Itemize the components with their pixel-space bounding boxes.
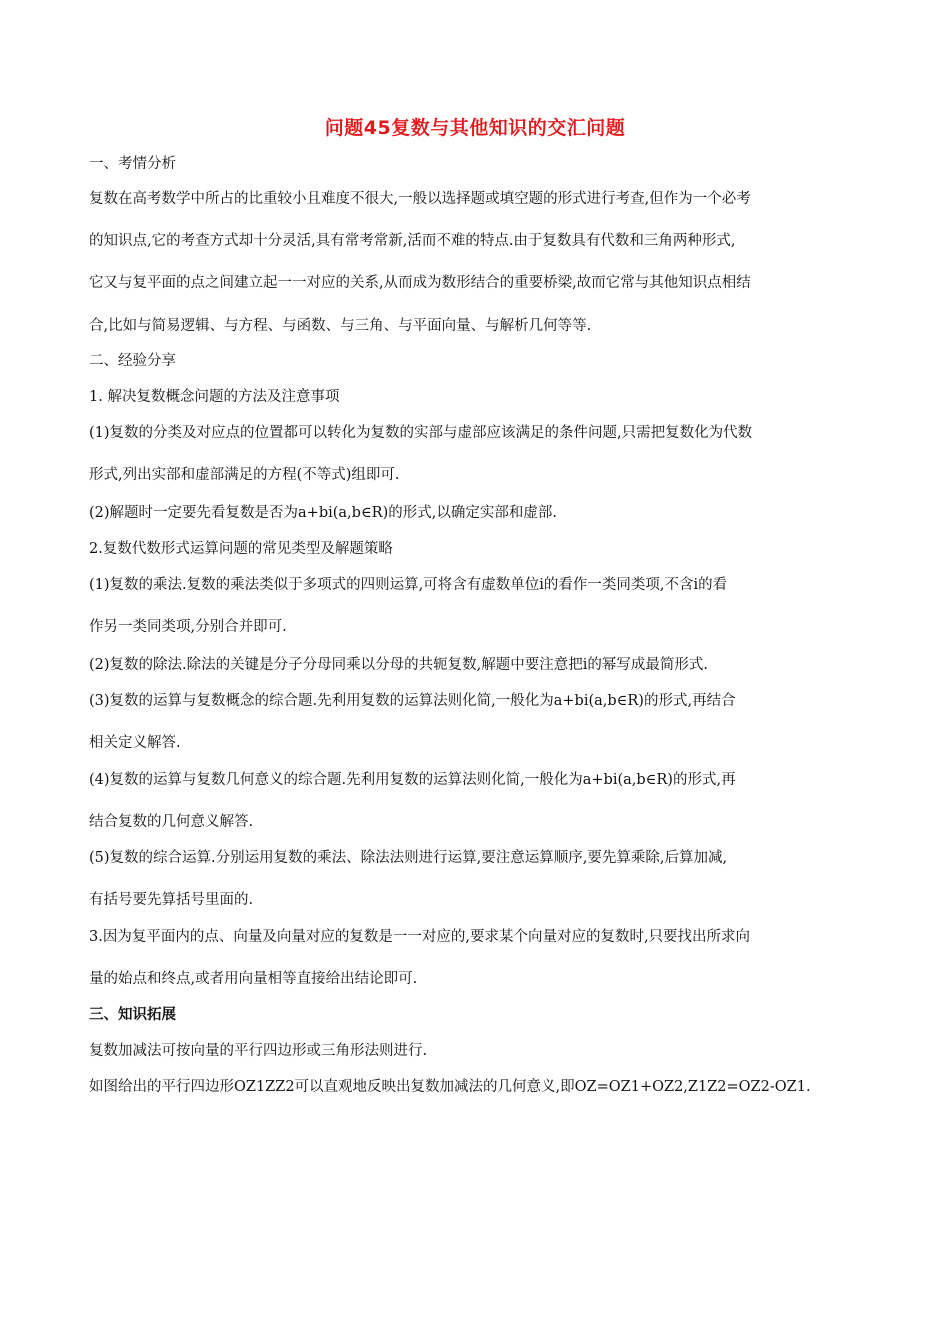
paragraph-line: 复数加减法可按向量的平行四边形或三角形法则进行.	[89, 1043, 428, 1059]
page-title: 问题45复数与其他知识的交汇问题	[324, 117, 626, 139]
paragraph-line: 有括号要先算括号里面的.	[89, 892, 254, 908]
paragraph-line: (4)复数的运算与复数几何意义的综合题.先利用复数的运算法则化简,一般化为a+bi(a,b∈R)的形式,再	[89, 772, 736, 788]
subheading: 1. 解决复数概念问题的方法及注意事项	[89, 389, 340, 405]
subheading: 2.复数代数形式运算问题的常见类型及解题策略	[89, 541, 393, 557]
paragraph-line: (3)复数的运算与复数概念的综合题.先利用复数的运算法则化简,一般化为a+bi(a,b∈R)的形式,再结合	[89, 693, 736, 709]
paragraph-line: 量的始点和终点,或者用向量相等直接给出结论即可.	[89, 971, 418, 987]
paragraph-line: 合,比如与简易逻辑、与方程、与函数、与三角、与平面向量、与解析几何等等.	[89, 318, 592, 334]
paragraph-line: (1)复数的乘法.复数的乘法类似于多项式的四则运算,可将含有虚数单位i的看作一类同类项,不含i的看	[89, 577, 728, 593]
paragraph-line: 作另一类同类项,分别合并即可.	[89, 619, 287, 635]
paragraph-line: 复数在高考数学中所占的比重较小且难度不很大,一般以选择题或填空题的形式进行考查,但作为一个必考	[89, 191, 751, 207]
paragraph-line: 如图给出的平行四边形OZ1ZZ2可以直观地反映出复数加减法的几何意义,即OZ=OZ1+OZ2,Z1Z2=OZ2-OZ1.	[89, 1079, 811, 1095]
paragraph-line: 相关定义解答.	[89, 735, 181, 751]
paragraph-line: 的知识点,它的考查方式却十分灵活,具有常考常新,活而不难的特点.由于复数具有代数和三角两种形式,	[89, 233, 736, 249]
paragraph-line: (2)复数的除法.除法的关键是分子分母同乘以分母的共轭复数,解题中要注意把i的幂写成最简形式.	[89, 657, 709, 673]
paragraph-line: (5)复数的综合运算.分别运用复数的乘法、除法法则进行运算,要注意运算顺序,要先算乘除,后算加减,	[89, 850, 728, 866]
section-heading-1: 一、考情分析	[89, 156, 176, 172]
paragraph-line: (2)解题时一定要先看复数是否为a+bi(a,b∈R)的形式,以确定实部和虚部.	[89, 505, 557, 521]
paragraph-line: 它又与复平面的点之间建立起一一对应的关系,从而成为数形结合的重要桥梁,故而它常与其他知识点相结	[89, 275, 751, 291]
paragraph-line: 结合复数的几何意义解答.	[89, 814, 254, 830]
section-heading-3: 三、知识拓展	[89, 1007, 176, 1023]
paragraph-line: 3.因为复平面内的点、向量及向量对应的复数是一一对应的,要求某个向量对应的复数时,只要找出所求向	[89, 929, 751, 945]
paragraph-line: (1)复数的分类及对应点的位置都可以转化为复数的实部与虚部应该满足的条件问题,只需把复数化为代数	[89, 425, 753, 441]
paragraph-line: 形式,列出实部和虚部满足的方程(不等式)组即可.	[89, 467, 400, 483]
section-heading-2: 二、经验分享	[89, 353, 176, 369]
